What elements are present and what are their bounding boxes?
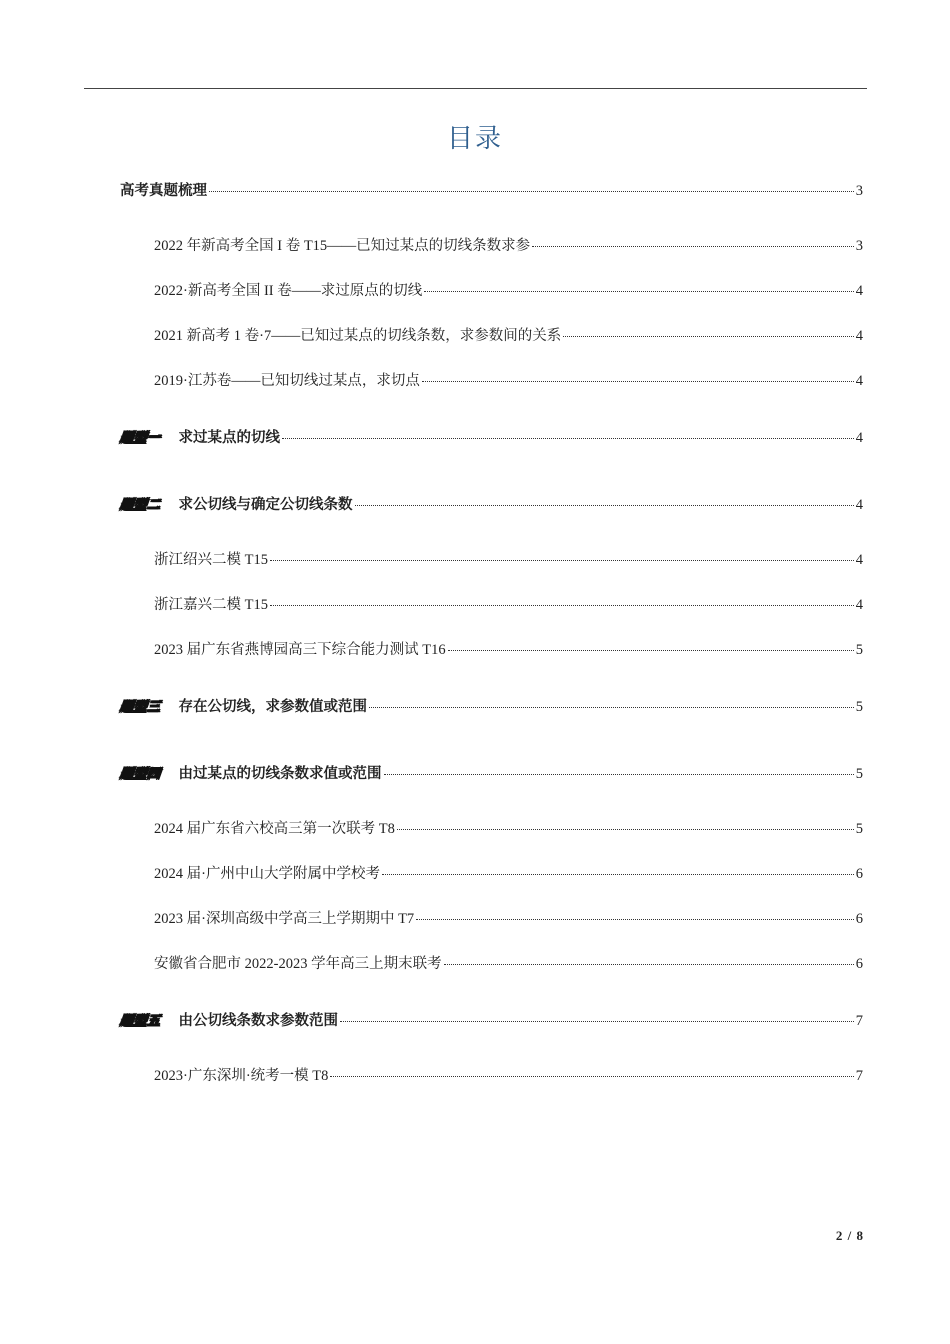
dot-leader: [340, 1021, 854, 1022]
question-type-badge: 题型四: [119, 767, 162, 782]
header-rule: [84, 88, 867, 89]
toc-entry-label: 求过某点的切线: [178, 430, 281, 446]
dot-leader: [424, 291, 854, 292]
question-type-badge: 题型五: [119, 1014, 162, 1029]
toc-entry-label: 2022 年新高考全国 I 卷 T15——已知过某点的切线条数求参: [154, 238, 531, 254]
question-type-badge: 题型三: [119, 700, 162, 715]
toc-entry-page-number: 4: [855, 552, 863, 568]
dot-leader: [384, 774, 854, 775]
toc-entry-page-number: 4: [855, 430, 863, 446]
toc-entry-label: 2022·新高考全国 II 卷——求过原点的切线: [154, 283, 423, 299]
toc-entry-page-number: 4: [855, 497, 863, 513]
toc-section-entry[interactable]: [120, 697, 863, 718]
toc-subsection-entry[interactable]: [154, 954, 863, 974]
toc-entry-label: 2019·江苏卷——已知切线过某点，求切点: [154, 373, 420, 389]
toc-subsection-entry[interactable]: [154, 281, 863, 301]
toc-subsection-entry[interactable]: [154, 550, 863, 570]
toc-entry-label: 浙江绍兴二模 T15: [154, 552, 268, 568]
toc-subsection-entry[interactable]: [154, 819, 863, 839]
toc-entry-page-number: 4: [855, 597, 863, 613]
toc-entry-page-number: 5: [855, 642, 863, 658]
toc-entry-page-number: 5: [855, 766, 863, 782]
toc-subsection-entry[interactable]: [154, 909, 863, 929]
toc-subsection-entry[interactable]: [154, 595, 863, 615]
toc-entry-label: 2024 届·广州中山大学附属中学校考: [154, 866, 380, 882]
toc-subsection-entry[interactable]: [154, 640, 863, 660]
dot-leader: [422, 381, 854, 382]
toc-entry-page-number: 6: [855, 911, 863, 927]
toc-entry-page-number: 7: [855, 1013, 863, 1029]
dot-leader: [369, 707, 854, 708]
toc-subsection-entry[interactable]: [154, 864, 863, 884]
toc-section-entry[interactable]: [120, 764, 863, 785]
toc-entry-label: 2021 新高考 1 卷·7——已知过某点的切线条数，求参数间的关系: [154, 328, 562, 344]
dot-leader: [397, 829, 854, 830]
toc-section-entry[interactable]: [120, 1011, 863, 1032]
toc-entry-label: 2023 届·深圳高级中学高三上学期期中 T7: [154, 911, 415, 927]
dot-leader: [444, 964, 854, 965]
toc-entry-page-number: 3: [855, 183, 863, 199]
dot-leader: [532, 246, 854, 247]
toc-entry-label: 由过某点的切线条数求值或范围: [178, 766, 382, 782]
toc-subsection-entry[interactable]: [154, 1066, 863, 1086]
dot-leader: [563, 336, 854, 337]
toc-title: 目录: [446, 124, 503, 154]
toc-entry-label: 存在公切线，求参数值或范围: [178, 699, 368, 715]
dot-leader: [209, 191, 854, 192]
toc-entry-page-number: 4: [855, 283, 863, 299]
toc-entry-label: 高考真题梳理: [120, 183, 207, 199]
dot-leader: [282, 438, 854, 439]
dot-leader: [448, 650, 854, 651]
toc-entry-page-number: 5: [855, 699, 863, 715]
question-type-badge: 题型二: [119, 498, 162, 513]
toc-entry-page-number: 6: [855, 956, 863, 972]
toc-entry-label: 2023·广东深圳·统考一模 T8: [154, 1068, 329, 1084]
toc-entry-page-number: 4: [855, 373, 863, 389]
toc-section-entry[interactable]: [120, 495, 863, 516]
toc-section-entry[interactable]: [120, 428, 863, 449]
dot-leader: [355, 505, 854, 506]
toc-subsection-entry[interactable]: [154, 371, 863, 391]
toc-subsection-entry[interactable]: [154, 236, 863, 256]
toc-entry-label: 2023 届广东省燕博园高三下综合能力测试 T16: [154, 642, 446, 658]
toc-entry-label: 浙江嘉兴二模 T15: [154, 597, 268, 613]
toc-entry-page-number: 6: [855, 866, 863, 882]
toc-entry-page-number: 4: [855, 328, 863, 344]
page-indicator: 2 / 8: [835, 1228, 864, 1243]
toc-entry-label: 2024 届广东省六校高三第一次联考 T8: [154, 821, 395, 837]
question-type-badge: 题型一: [119, 431, 162, 446]
dot-leader: [330, 1076, 853, 1077]
toc-entry-label: 安徽省合肥市 2022-2023 学年高三上期末联考: [154, 956, 442, 972]
toc-section-entry[interactable]: [120, 181, 863, 201]
toc-entry-page-number: 5: [855, 821, 863, 837]
toc-entry-label: 求公切线与确定公切线条数: [178, 497, 353, 513]
dot-leader: [382, 874, 854, 875]
dot-leader: [270, 560, 854, 561]
toc-entry-label: 由公切线条数求参数范围: [178, 1013, 339, 1029]
toc-entry-page-number: 7: [855, 1068, 863, 1084]
toc-entry-page-number: 3: [855, 238, 863, 254]
dot-leader: [270, 605, 854, 606]
toc-subsection-entry[interactable]: [154, 326, 863, 346]
dot-leader: [416, 919, 854, 920]
